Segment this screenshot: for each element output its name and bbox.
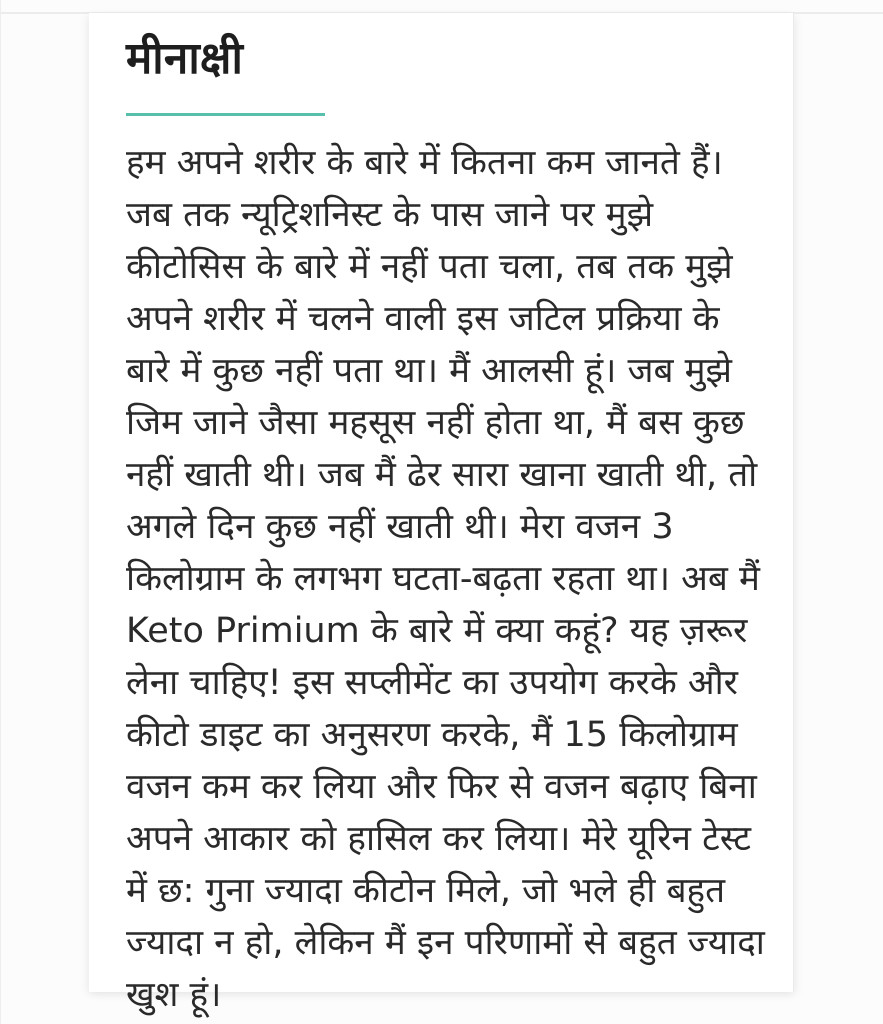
testimonial-name-heading: मीनाक्षी xyxy=(126,33,244,84)
testimonial-paragraph: हम अपने शरीर के बारे में कितना कम जानते हैं। जब तक न्यूट्रिशनिस्ट के पास जाने पर मुझे कीटोसिस के बारे में नहीं पता चला, तब तक मुझे अपने शरीर में चलने वाली इस जटिल प्रक्रिया के बारे में कुछ नहीं पता था। मैं आलसी हूं। जब मुझे जिम जाने जैसा महसूस नहीं होता था, मैं बस कुछ नहीं खाती थी। जब मैं ढेर सारा खाना खाती थी, तो अगले दिन कुछ नहीं खाती थी। मेरा वजन 3 किलोग्राम के लगभग घटता-बढ़ता रहता था। अब मैं Keto Primium के बारे में क्या कहूं? यह ज़रूर लेना चाहिए! इस सप्लीमेंट का उपयोग करके और कीटो डाइट का अनुसरण करके, मैं 15 किलोग्राम वजन कम कर लिया और फिर से वजन बढ़ाए बिना अपने आकार को हासिल कर लिया। मेरे यूरिन टेस्ट में छ: गुना ज्यादा कीटोन मिले, जो भले ही बहुत ज्यादा न हो, लेकिन मैं इन परिणामों से बहुत ज्यादा खुश हूं। xyxy=(126,143,765,1016)
testimonial-card xyxy=(89,13,794,1016)
teal-divider xyxy=(126,113,325,116)
